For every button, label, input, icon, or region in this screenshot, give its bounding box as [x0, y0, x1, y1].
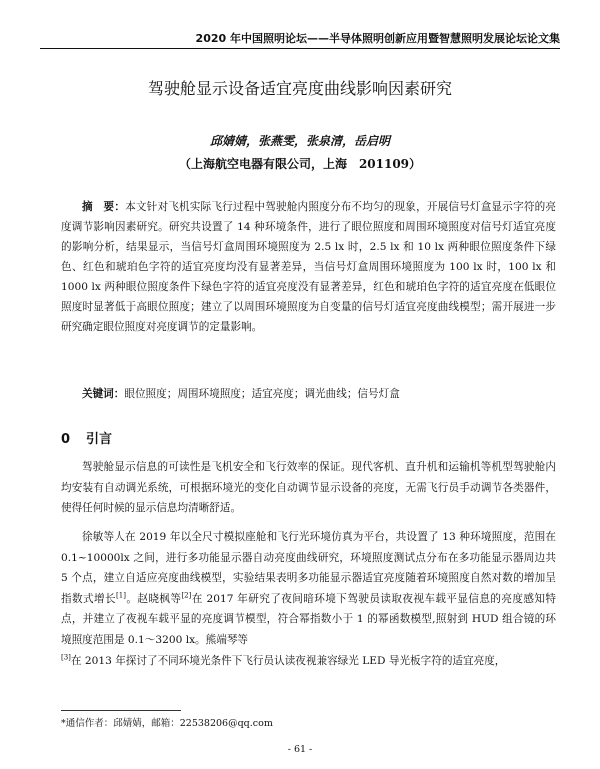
paper-affiliation: （上海航空电器有限公司，上海 201109） — [178, 157, 422, 171]
footnote: *通信作者：邱婧婧，邮箱：22538206@qq.com — [61, 718, 273, 729]
footnote-rule — [61, 710, 181, 711]
abstract-text: 本文针对飞机实际飞行过程中驾驶舱内照度分布不均匀的现象，开展信号灯盒显示字符的亮度调节影响因素研究。研究共设置了 14 种环境条件，进行了眼位照度和周围环境照度对信号灯适宜亮度的影响分析，结果显示，当信号灯盒周围环境照度为 2.5 lx 时，2.5 lx 和 10 lx 两种眼位照度条件下绿色、红色和琥珀色字符的适宜亮度均没有显著差异，当信号灯盒周围环境照度为 100 lx 时，100 lx 和 1000 lx 两种眼位照度条件下绿色字符的适宜亮度没有显著差异，红色和琥珀色字符的适宜亮度在低眼位照度时显著低于高眼位照度；建立了以周围环境照度为自变量的信号灯适宜亮度曲线模型；需开展进一步研究确定眼位照度对亮度调节的定量影响。 — [61, 201, 556, 333]
paper-title: 驾驶舱显示设备适宜亮度曲线影响因素研究 — [147, 79, 452, 98]
body-text: 在 2017 年研究了夜间暗环境下驾驶员读取夜视车载平显信息的亮度感知特点，并建立了夜视车载平显的亮度调节模型，符合幂指数小于 1 的幂函数模型,照射到 HUD 组合镜的环境照度范围是 0.1～3200 lx。熊端琴等 — [61, 592, 557, 646]
keywords — [82, 386, 556, 401]
paper-authors: 邱婧婧，张燕雯，张泉清，岳启明 — [209, 134, 390, 148]
running-header: 2020 年中国照明论坛——半导体照明创新应用暨智慧照明发展论坛论文集 — [195, 32, 560, 45]
body-text: 徐敏等人在 2019 年以全尺寸模拟座舱和飞行光环境仿真为平台，共设置了 13 种环境照度，范围在 0.1~10000lx 之间，进行多功能显示器自动亮度曲线研究，环境照度测试点分布在多功能显示器周边共 5 个点，建立自适应亮度曲线模型，实验结果表明多功能显示器适宜亮度随着环境照度自然对数的增加呈指数式增长 — [61, 531, 556, 605]
body-text: 。赵晓枫等 — [125, 592, 182, 605]
keywords-text: 眼位照度；周围环境照度；适宜亮度；调光曲线；信号灯盒 — [124, 388, 400, 400]
abstract — [61, 197, 556, 337]
section-title: 引言 — [86, 432, 113, 447]
section-heading — [61, 428, 112, 447]
citation[interactable]: [3] — [61, 653, 71, 662]
body-text: 在 2013 年探讨了不同环境光条件下飞行员认读夜视兼容绿光 LED 导光板字符的适宜亮度， — [70, 654, 506, 667]
section-number: 0 — [61, 432, 71, 447]
page-number: - 61 - — [287, 744, 313, 755]
keywords-label: 关键词： — [82, 388, 125, 400]
citation[interactable]: [1] — [116, 591, 126, 600]
body-paragraph-2 — [61, 527, 556, 671]
abstract-label: 摘 要： — [82, 201, 126, 213]
body-paragraph-1: 驾驶舱显示信息的可读性是飞机安全和飞行效率的保证。现代客机、直升机和运输机等机型驾驶舱内均安装有自动调光系统，可根据环境光的变化自动调节显示设备的亮度，无需飞行员手动调节各类器件，使得任何时候的显示信息均清晰舒适。 — [61, 461, 556, 515]
citation[interactable]: [2] — [181, 591, 192, 600]
header-rule — [40, 48, 560, 49]
